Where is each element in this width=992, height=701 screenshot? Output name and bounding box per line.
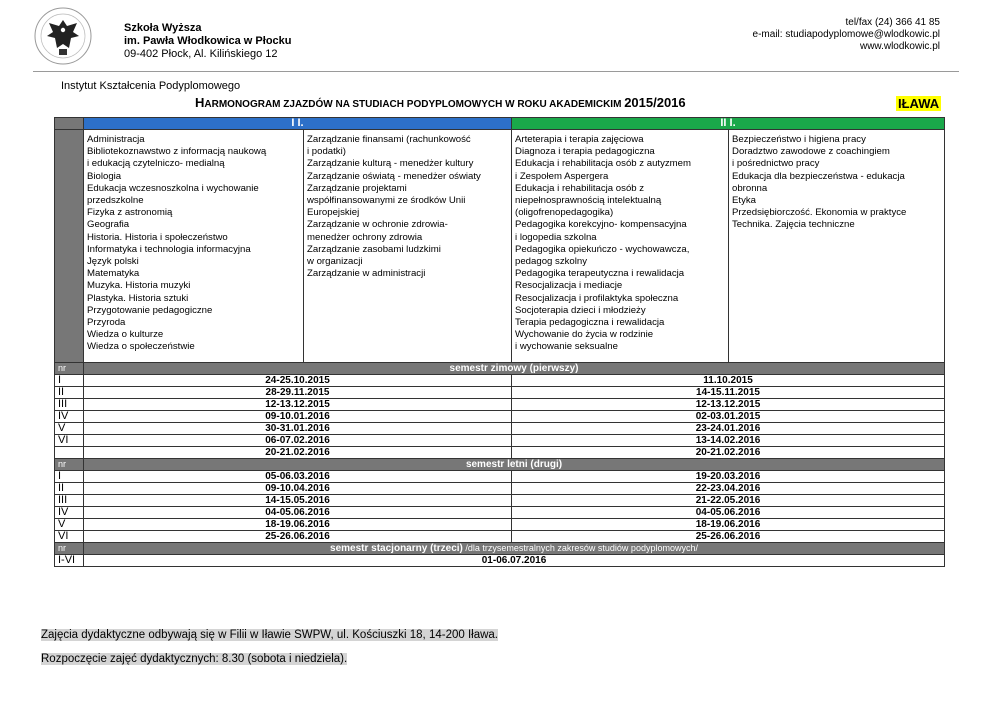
group-1-date: 06-07.02.2016 (84, 435, 512, 447)
row-number: III (55, 399, 84, 411)
row-number: I (55, 375, 84, 387)
stationary-note: /dla trzysemestralnych zakresów studiów podyplomowych/ (462, 543, 698, 553)
group-2-date: 22-23.04.2016 (512, 483, 945, 495)
subject-line: Edukacja wczesnoszkolna i wychowanie (87, 182, 259, 194)
subject-line: Bezpieczeństwo i higiena pracy (732, 134, 866, 145)
subject-line: pedagog szkolny (515, 256, 588, 268)
schedule-row (55, 399, 945, 411)
subject-line: Wychowanie do życia w rodzinie (515, 329, 654, 341)
page-title (195, 95, 686, 110)
schedule-row (55, 471, 945, 483)
subject-line: Etyka (732, 195, 757, 207)
subject-line: Edukacja i rehabilitacja osób z (515, 182, 645, 194)
header-divider (33, 71, 959, 72)
subject-line: przedszkolne (87, 195, 144, 207)
group-1-date: 04-05.06.2016 (84, 507, 512, 519)
title-cap: H (195, 95, 205, 110)
group-2-date: 20-21.02.2016 (512, 447, 945, 459)
row-number: V (55, 423, 84, 435)
stationary-semester-label (84, 543, 945, 555)
group-1-date: 09-10.01.2016 (84, 411, 512, 423)
subjects-col-4 (729, 130, 945, 363)
row-number: II (55, 483, 84, 495)
row-number: III (55, 495, 84, 507)
group-2-date: 13-14.02.2016 (512, 435, 945, 447)
row-number: VI (55, 435, 84, 447)
title-year: 2015/2016 (624, 95, 686, 110)
group-1-date: 25-26.06.2016 (84, 531, 512, 543)
subject-line: Europejskiej (307, 207, 360, 219)
subject-line: Resocjalizacja i profilaktyka społeczna (515, 292, 679, 304)
subject-line: Zarządzanie kulturą - menedżer kultury (307, 158, 474, 170)
stationary-date: 01-06.07.2016 (84, 555, 945, 567)
subject-line: i pośrednictwo pracy (732, 158, 820, 170)
group-1-date: 09-10.04.2016 (84, 483, 512, 495)
subject-line: Edukacja dla bezpieczeństwa - edukacja (732, 170, 905, 182)
contact-email[interactable]: e-mail: studiapodyplomowe@wlodkowic.pl (752, 29, 940, 40)
university-logo-icon (33, 6, 93, 66)
subject-line: Geografia (87, 219, 130, 231)
subject-line: i edukacją czytelniczo- medialną (87, 158, 225, 170)
group-1-header: I I. (84, 118, 512, 130)
schedule-row (55, 447, 945, 459)
summer-semester-band (55, 459, 945, 471)
subject-line: Socjoterapia dzieci i młodzieży (515, 304, 646, 316)
group-1-date: 28-29.11.2015 (84, 387, 512, 399)
subject-line: Muzyka. Historia muzyki (87, 280, 191, 292)
subject-line: Doradztwo zawodowe z coachingiem (732, 146, 890, 158)
group-2-date: 12-13.12.2015 (512, 399, 945, 411)
uni-line-1: Szkoła Wyższa (124, 22, 202, 34)
subject-line: Pedagogika terapeutyczna i rewalidacja (515, 268, 685, 280)
row-number: I (55, 471, 84, 483)
uni-line-2: im. Pawła Włodkowica w Płocku (124, 35, 292, 47)
subject-line: współfinansowanymi ze środków Unii (307, 195, 466, 207)
subject-line: Pedagogika korekcyjno- kompensacyjna (515, 219, 687, 231)
row-number: V (55, 519, 84, 531)
group-1-date: 24-25.10.2015 (84, 375, 512, 387)
subject-line: Matematyka (87, 268, 140, 280)
subject-line: Zarządzanie zasobami ludzkimi (307, 243, 441, 255)
institute-name: Instytut Kształcenia Podyplomowego (61, 80, 241, 92)
subject-line: Zarządzanie finansami (rachunkowość (307, 134, 471, 145)
subject-line: obronna (732, 182, 768, 194)
subject-line: Przedsiębiorczość. Ekonomia w praktyce (732, 207, 907, 219)
schedule-row (55, 519, 945, 531)
group-1-date: 30-31.01.2016 (84, 423, 512, 435)
subject-line: Pedagogika opiekuńczo - wychowawcza, (515, 243, 690, 255)
subject-line: Resocjalizacja i mediacje (515, 280, 623, 292)
schedule-row (55, 375, 945, 387)
schedule-table (54, 117, 945, 567)
group-1-date: 05-06.03.2016 (84, 471, 512, 483)
group-1-date: 12-13.12.2015 (84, 399, 512, 411)
row-number (55, 447, 84, 459)
subject-line: Informatyka i technologia informacyjna (87, 243, 251, 255)
uni-address: 09-402 Płock, Al. Kilińskiego 12 (124, 48, 278, 60)
schedule-row (55, 507, 945, 519)
stationary-label: semestr stacjonarny (trzeci) (330, 543, 463, 554)
subject-line: Przyroda (87, 317, 126, 329)
subject-line: Bibliotekoznawstwo z informacją naukową (87, 146, 267, 158)
subject-line: i wychowanie seksualne (515, 341, 618, 353)
schedule-row (55, 411, 945, 423)
winter-rows (55, 375, 945, 459)
summer-semester-label: semestr letni (drugi) (84, 459, 945, 471)
summer-rows (55, 471, 945, 543)
group-2-date: 18-19.06.2016 (512, 519, 945, 531)
schedule-row (55, 435, 945, 447)
group-1-date: 20-21.02.2016 (84, 447, 512, 459)
corner-cell (55, 118, 84, 130)
group-2-date: 02-03.01.2015 (512, 411, 945, 423)
contact-www[interactable]: www.wlodkowic.pl (859, 41, 940, 52)
group-2-date: 04-05.06.2016 (512, 507, 945, 519)
subjects-col-3 (512, 130, 729, 363)
subject-line: Zarządzanie projektami (307, 182, 407, 194)
group-2-date: 21-22.05.2016 (512, 495, 945, 507)
subjects-col-1 (84, 130, 304, 363)
stationary-semester-band (55, 543, 945, 555)
group-2-date: 25-26.06.2016 (512, 531, 945, 543)
footer-start-time: Rozpoczęcie zajęć dydaktycznych: 8.30 (sobota i niedziela). (41, 653, 348, 665)
subject-line: i podatki) (307, 146, 346, 158)
schedule-row (55, 483, 945, 495)
schedule-row (55, 531, 945, 543)
city-badge: IŁAWA (898, 96, 940, 111)
subject-line: Technika. Zajęcia techniczne (732, 219, 855, 231)
subject-line: Historia. Historia i społeczeństwo (87, 231, 228, 243)
title-rest: ARMONOGRAM ZJAZDÓW NA STUDIACH PODYPLOMOWYCH W ROKU AKADEMICKIM (204, 99, 625, 110)
group-2-date: 11.10.2015 (512, 375, 945, 387)
nr-label: nr (55, 543, 84, 555)
row-number: I-VI (55, 555, 84, 567)
subjects-col-2 (304, 130, 512, 363)
subject-line: niepełnosprawnością intelektualną (515, 195, 662, 207)
subject-line: Plastyka. Historia sztuki (87, 292, 189, 304)
subject-line: i Zespołem Aspergera (515, 170, 609, 182)
subject-line: Zarządzanie w administracji (307, 268, 426, 280)
schedule-row (55, 387, 945, 399)
subject-line: Terapia pedagogiczna i rewalidacja (515, 317, 665, 329)
row-number: II (55, 387, 84, 399)
subjects-side-cell (55, 130, 84, 363)
subject-line: Diagnoza i terapia pedagogiczna (515, 146, 655, 158)
university-name (124, 22, 292, 61)
subject-line: Wiedza o kulturze (87, 329, 164, 341)
group-2-date: 19-20.03.2016 (512, 471, 945, 483)
group-1-date: 18-19.06.2016 (84, 519, 512, 531)
row-number: VI (55, 531, 84, 543)
subject-line: i logopedia szkolna (515, 231, 597, 243)
subject-line: Zarządzanie w ochronie zdrowia- (307, 219, 448, 231)
subject-line: w organizacji (307, 256, 363, 268)
subject-line: Zarządzanie oświatą - menedżer oświaty (307, 170, 481, 182)
subject-line: Fizyka z astronomią (87, 207, 173, 219)
footer-location: Zajęcia dydaktyczne odbywają się w Filii w Iławie SWPW, ul. Kościuszki 18, 14-200 Iława. (41, 629, 498, 641)
group-1-date: 14-15.05.2016 (84, 495, 512, 507)
subject-line: menedżer ochrony zdrowia (307, 231, 423, 243)
subject-line: Język polski (87, 256, 139, 268)
schedule-row (55, 423, 945, 435)
row-number: IV (55, 411, 84, 423)
subject-line: Administracja (87, 134, 145, 145)
schedule-row (55, 495, 945, 507)
winter-semester-band (55, 363, 945, 375)
subject-line: Edukacja i rehabilitacja osób z autyzmem (515, 158, 691, 170)
subject-line: Wiedza o społeczeństwie (87, 341, 195, 353)
subject-line: Przygotowanie pedagogiczne (87, 304, 213, 316)
group-2-header: II I. (512, 118, 945, 130)
subject-line: (oligofrenopedagogika) (515, 207, 614, 219)
subject-line: Biologia (87, 170, 122, 182)
group-header-row (55, 118, 945, 130)
group-2-date: 23-24.01.2016 (512, 423, 945, 435)
group-2-date: 14-15.11.2015 (512, 387, 945, 399)
row-number: IV (55, 507, 84, 519)
contact-info (753, 17, 940, 53)
winter-semester-label: semestr zimowy (pierwszy) (84, 363, 945, 375)
subjects-row (55, 130, 945, 363)
nr-label: nr (55, 459, 84, 471)
nr-label: nr (55, 363, 84, 375)
subject-line: Arteterapia i terapia zajęciowa (515, 134, 644, 145)
stationary-row (55, 555, 945, 567)
contact-tel: tel/fax (24) 366 41 85 (845, 17, 940, 28)
